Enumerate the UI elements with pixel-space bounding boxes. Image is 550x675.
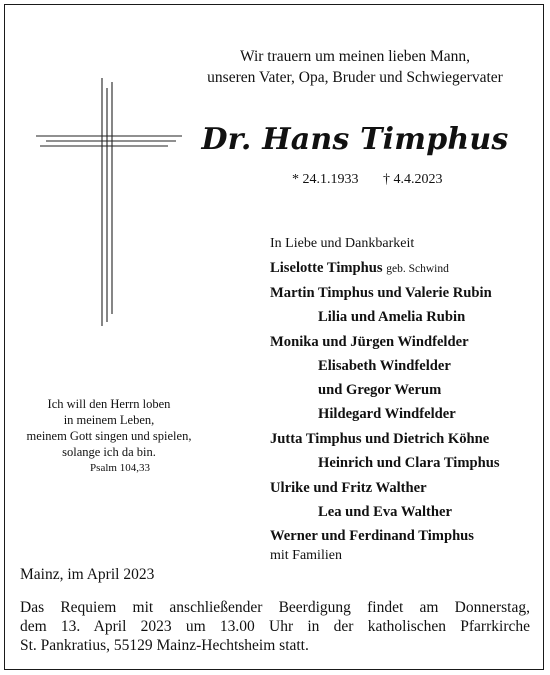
mourner-name: Liselotte Timphus bbox=[270, 260, 383, 276]
mourner-line-7: Hildegard Windfelder bbox=[318, 406, 456, 422]
funeral-notice bbox=[20, 598, 530, 655]
cross-icon bbox=[36, 78, 182, 326]
mourner-line-2: Martin Timphus und Valerie Rubin bbox=[270, 285, 492, 301]
deceased-name: Dr. Hans Timphus bbox=[201, 122, 509, 157]
psalm-line: solange ich da bin. bbox=[62, 445, 156, 459]
psalm-reference: Psalm 104,33 bbox=[90, 462, 150, 474]
intro-line-2: unseren Vater, Opa, Bruder und Schwiegervater bbox=[207, 69, 503, 86]
place-date: Mainz, im April 2023 bbox=[20, 566, 155, 583]
mourner-line-9: Heinrich und Clara Timphus bbox=[318, 455, 500, 471]
notice-line-1: Das Requiem mit anschließender Beerdigung findet am Donnerstag, bbox=[20, 599, 530, 616]
mourner-line-6: und Gregor Werum bbox=[318, 382, 442, 398]
mourner-line-10: Ulrike und Fritz Walther bbox=[270, 480, 427, 496]
mourner-line-8: Jutta Timphus und Dietrich Köhne bbox=[270, 431, 490, 447]
psalm-line: in meinem Leben, bbox=[63, 413, 155, 427]
mourner-line-4: Monika und Jürgen Windfelder bbox=[270, 334, 469, 350]
psalm-line: meinem Gott singen und spielen, bbox=[26, 429, 192, 443]
mourner-line-13: mit Familien bbox=[270, 548, 342, 563]
birth-date: * 24.1.1933 bbox=[292, 172, 359, 187]
psalm-quote bbox=[18, 396, 200, 476]
intro-line-1: Wir trauern um meinen lieben Mann, bbox=[239, 48, 471, 65]
mourner-line-5: Elisabeth Windfelder bbox=[318, 358, 451, 374]
psalm-line: Ich will den Herrn loben bbox=[47, 397, 171, 411]
notice-line-2: dem 13. April 2023 um 13.00 Uhr in der katholischen Pfarrkirche bbox=[20, 618, 530, 635]
death-date: † 4.4.2023 bbox=[383, 172, 443, 187]
mourner-line-11: Lea und Eva Walther bbox=[318, 504, 452, 520]
notice-line-3: St. Pankratius, 55129 Mainz-Hechtsheim statt. bbox=[20, 637, 309, 654]
mourners-lead: In Liebe und Dankbarkeit bbox=[270, 236, 415, 251]
mourner-line-3: Lilia und Amelia Rubin bbox=[318, 309, 466, 325]
mourner-maiden-name: geb. Schwind bbox=[386, 263, 449, 275]
mourner-line-12: Werner und Ferdinand Timphus bbox=[270, 528, 474, 544]
mourner-line-1 bbox=[270, 258, 449, 279]
